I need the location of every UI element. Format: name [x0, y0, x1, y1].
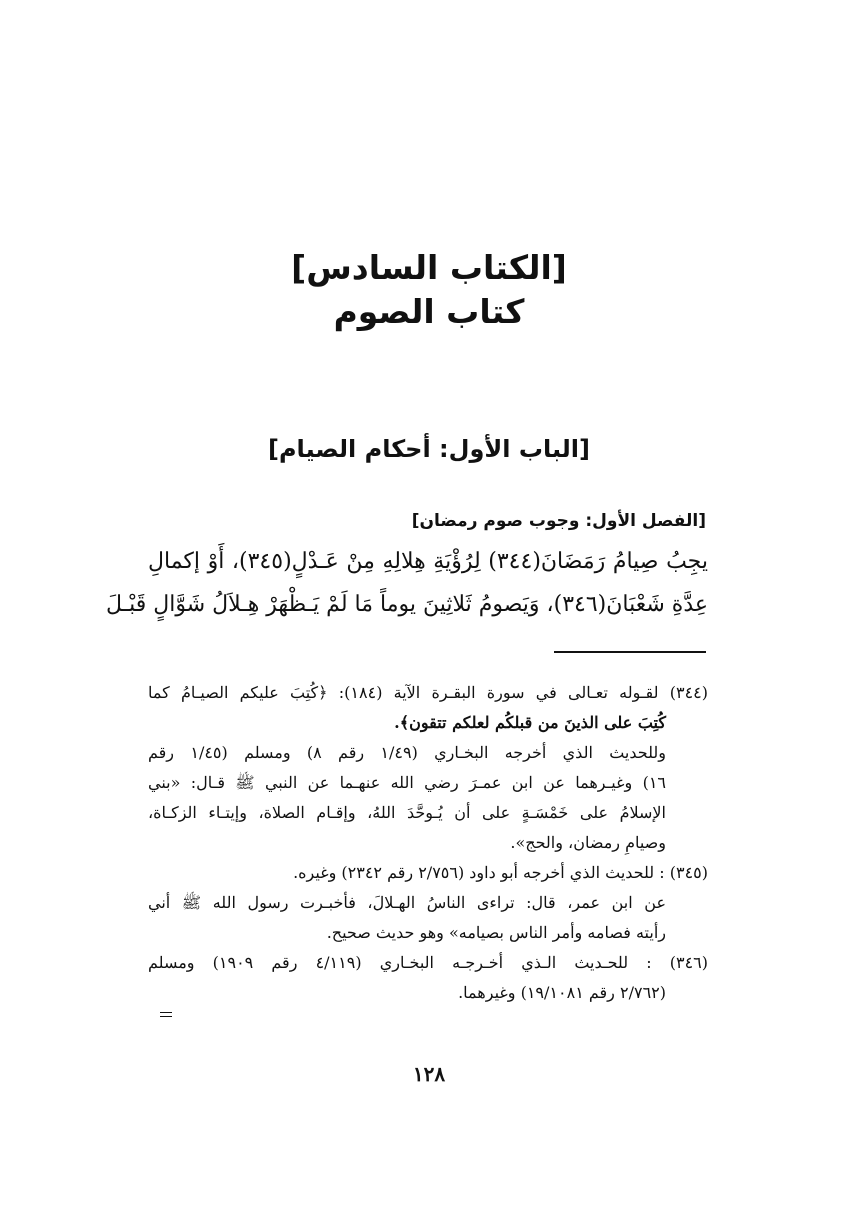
footnote-line: وللحديث الذي أخرجه البخـاري (١/٤٩ رقم ٨) ومسلم (١/٤٥ رقم [148, 743, 667, 762]
footnote-line: ١٦) وغيـرهما عن ابن عمـرَ رضي الله عنهـما عن النبي ﷺ قـال: «بني [148, 773, 666, 792]
main-text-line: عِدَّةِ شَعْبَانَ(٣٤٦)، وَيَصومُ ثَلاثِينَ يوماً مَا لَمْ يَـظْهَرْ هِـلاَلُ شَوَّالٍ قَبْـلَ [106, 592, 708, 617]
footnote-line: عن ابن عمر، قال: تراءى الناسُ الهـلالَ، فأخبـرت رسول الله ﷺ أني [148, 893, 666, 912]
footnote-line: (٣٤٥) : للحديث الذي أخرجه أبو داود (٢/٧٥٦ رقم ٢٣٤٢) وغيره. [293, 863, 708, 882]
book-subtitle: كتاب الصوم [333, 292, 525, 331]
footnotes [148, 678, 708, 1008]
footnote-line: (٢/٧٦٢ رقم ١٩/١٠٨١) وغيرهما. [458, 983, 666, 1002]
footnote-separator [554, 651, 706, 653]
page-number: ١٢٨ [412, 1062, 446, 1086]
footnote-line: (٣٤٤) لقـوله تعـالى في سورة البقـرة الآية (١٨٤): ﴿كُتِبَ عليكم الصيـامُ كما [148, 683, 708, 702]
footnote-line: الإسلامُ على خَمْسَـةٍ على أن يُـوحَّدَ اللهُ، وإقـام الصلاة، وإيتـاء الزكـاة، [148, 803, 666, 822]
footnote-line: رأيته فصامه وأمر الناس بصيامه» وهو حديث صحيح. [326, 923, 666, 942]
footnote-345 [148, 858, 708, 948]
book-title: [الكتاب السادس] [291, 248, 567, 287]
main-text [106, 540, 708, 626]
footnote-line: وصيامِ رمضان، والحج». [510, 833, 666, 852]
main-text-line: يجِبُ صِيامُ رَمَضَانَ(٣٤٤) لِرُؤْيَةِ هِلالِهِ مِنْ عَـدْلٍ(٣٤٥)، أَوْ إكمالِ [148, 549, 708, 574]
margin-mark [160, 1012, 172, 1017]
section-title: [الفصل الأول: وجوب صوم رمضان] [411, 511, 706, 531]
footnote-346 [148, 948, 708, 1008]
footnote-line: كُتِبَ على الذينَ من قبلكُم لعلكم تتقون﴾. [394, 713, 666, 732]
chapter-title: [الباب الأول: أحكام الصيام] [268, 435, 590, 463]
footnote-line: (٣٤٦) : للحـديث الـذي أخـرجـه البخـاري (٤/١١٩ رقم ١٩٠٩) ومسلم [148, 953, 708, 972]
footnote-344 [148, 678, 708, 858]
